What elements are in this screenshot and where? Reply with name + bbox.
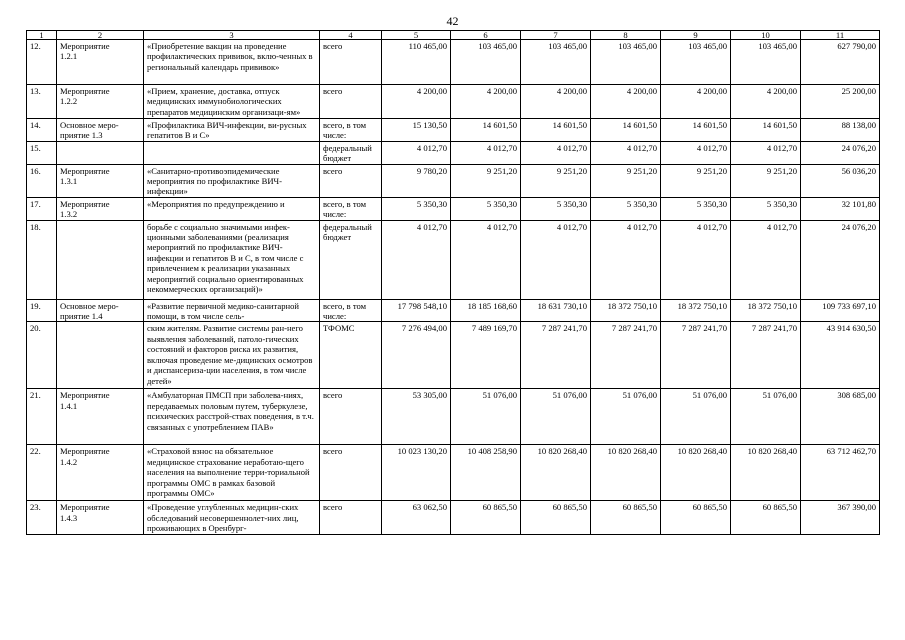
value-col7-cell: 9 251,20 <box>521 164 591 197</box>
value-col8-cell: 103 465,00 <box>591 40 661 85</box>
header-row <box>27 31 880 40</box>
table-row <box>27 322 880 389</box>
header-cell: 11 <box>801 31 880 40</box>
header-cell: 8 <box>591 31 661 40</box>
value-total-cell: 56 036,20 <box>801 164 880 197</box>
value-col6-cell: 51 076,00 <box>451 389 521 445</box>
row-number-cell: 18. <box>27 220 57 299</box>
table-row <box>27 197 880 220</box>
value-col9-cell: 14 601,50 <box>661 119 731 142</box>
header-cell: 5 <box>382 31 451 40</box>
funding-source-cell: всего, в том числе: <box>320 119 382 142</box>
event-name-cell <box>57 141 144 164</box>
header-cell: 6 <box>451 31 521 40</box>
value-col10-cell: 4 200,00 <box>731 85 801 119</box>
value-total-cell: 25 200,00 <box>801 85 880 119</box>
value-col8-cell: 4 012,70 <box>591 220 661 299</box>
row-number-cell: 20. <box>27 322 57 389</box>
value-col8-cell: 14 601,50 <box>591 119 661 142</box>
value-col9-cell: 10 820 268,40 <box>661 445 731 501</box>
event-description-cell: «Профилактика ВИЧ-инфекции, ви-русных гепатитов В и С» <box>144 119 320 142</box>
value-col8-cell: 60 865,50 <box>591 501 661 534</box>
row-number-cell: 14. <box>27 119 57 142</box>
value-col6-cell: 60 865,50 <box>451 501 521 534</box>
header-cell: 3 <box>144 31 320 40</box>
event-description-cell: ским жителям. Развитие системы ран-него выявления заболеваний, патоло-гических состояний и факторов риска их развития, включая проведение ме-дицинских осмотров и диспансериза-ции населения, в том числе детей» <box>144 322 320 389</box>
event-description-cell: «Мероприятия по предупреждению и <box>144 197 320 220</box>
event-name-cell: Мероприятие 1.3.1 <box>57 164 144 197</box>
table-row <box>27 299 880 322</box>
header-cell: 4 <box>320 31 382 40</box>
value-col5-cell: 53 305,00 <box>382 389 451 445</box>
row-number-cell: 19. <box>27 299 57 322</box>
value-col10-cell: 18 372 750,10 <box>731 299 801 322</box>
value-col7-cell: 60 865,50 <box>521 501 591 534</box>
value-col6-cell: 4 012,70 <box>451 220 521 299</box>
value-col7-cell: 4 012,70 <box>521 220 591 299</box>
value-total-cell: 24 076,20 <box>801 141 880 164</box>
value-col9-cell: 18 372 750,10 <box>661 299 731 322</box>
funding-source-cell: всего, в том числе: <box>320 197 382 220</box>
value-col7-cell: 7 287 241,70 <box>521 322 591 389</box>
event-description-cell: борьбе с социально значимыми инфек-ционными заболеваниями (реализация мероприятий по профилактике ВИЧ-инфекции и гепатитов В и С, в том числе с привлечением к реализации указанных мероприятий социально ориентированных некоммерческих организаций)» <box>144 220 320 299</box>
value-col5-cell: 7 276 494,00 <box>382 322 451 389</box>
event-description-cell: «Страховой взнос на обязательное медицинское страхование неработаю-щего населения на выполнение терри-ториальной программы ОМС в рамках базовой программы ОМС» <box>144 445 320 501</box>
header-cell: 2 <box>57 31 144 40</box>
value-col10-cell: 7 287 241,70 <box>731 322 801 389</box>
table-row <box>27 164 880 197</box>
value-col10-cell: 9 251,20 <box>731 164 801 197</box>
value-col5-cell: 63 062,50 <box>382 501 451 534</box>
value-col10-cell: 103 465,00 <box>731 40 801 85</box>
value-col5-cell: 110 465,00 <box>382 40 451 85</box>
table-row <box>27 501 880 534</box>
event-description-cell: «Санитарно-противоэпидемические мероприятия по профилактике ВИЧ-инфекции» <box>144 164 320 197</box>
value-total-cell: 43 914 630,50 <box>801 322 880 389</box>
value-col9-cell: 9 251,20 <box>661 164 731 197</box>
value-col7-cell: 10 820 268,40 <box>521 445 591 501</box>
row-number-cell: 12. <box>27 40 57 85</box>
funding-source-cell: федеральный бюджет <box>320 220 382 299</box>
value-col5-cell: 4 012,70 <box>382 141 451 164</box>
event-description-cell: «Прием, хранение, доставка, отпуск медицинских иммунобиологических препаратов медицинским организаци-ям» <box>144 85 320 119</box>
value-total-cell: 24 076,20 <box>801 220 880 299</box>
value-col10-cell: 5 350,30 <box>731 197 801 220</box>
value-col9-cell: 7 287 241,70 <box>661 322 731 389</box>
value-col8-cell: 5 350,30 <box>591 197 661 220</box>
value-col7-cell: 51 076,00 <box>521 389 591 445</box>
header-cell: 9 <box>661 31 731 40</box>
header-cell: 7 <box>521 31 591 40</box>
event-name-cell: Мероприятие 1.3.2 <box>57 197 144 220</box>
value-col10-cell: 51 076,00 <box>731 389 801 445</box>
funding-source-cell: всего <box>320 445 382 501</box>
value-col6-cell: 7 489 169,70 <box>451 322 521 389</box>
event-name-cell: Основное меро- приятие 1.4 <box>57 299 144 322</box>
funding-source-cell: федеральный бюджет <box>320 141 382 164</box>
value-col6-cell: 4 200,00 <box>451 85 521 119</box>
funding-source-cell: всего <box>320 40 382 85</box>
event-name-cell <box>57 220 144 299</box>
table-row <box>27 119 880 142</box>
table-row <box>27 85 880 119</box>
funding-source-cell: всего <box>320 85 382 119</box>
event-name-cell: Мероприятие 1.4.1 <box>57 389 144 445</box>
value-total-cell: 367 390,00 <box>801 501 880 534</box>
value-col5-cell: 5 350,30 <box>382 197 451 220</box>
value-col5-cell: 4 200,00 <box>382 85 451 119</box>
value-col8-cell: 4 012,70 <box>591 141 661 164</box>
value-total-cell: 88 138,00 <box>801 119 880 142</box>
value-col8-cell: 9 251,20 <box>591 164 661 197</box>
value-col9-cell: 60 865,50 <box>661 501 731 534</box>
funding-source-cell: ТФОМС <box>320 322 382 389</box>
funding-source-cell: всего <box>320 501 382 534</box>
value-col6-cell: 103 465,00 <box>451 40 521 85</box>
value-col9-cell: 4 012,70 <box>661 141 731 164</box>
table-row <box>27 220 880 299</box>
event-name-cell: Мероприятие 1.4.2 <box>57 445 144 501</box>
row-number-cell: 13. <box>27 85 57 119</box>
header-cell: 10 <box>731 31 801 40</box>
page-number: 42 <box>446 14 459 28</box>
event-name-cell: Мероприятие 1.2.2 <box>57 85 144 119</box>
value-col7-cell: 14 601,50 <box>521 119 591 142</box>
row-number-cell: 16. <box>27 164 57 197</box>
value-col10-cell: 4 012,70 <box>731 141 801 164</box>
value-col7-cell: 4 012,70 <box>521 141 591 164</box>
event-description-cell: «Амбулаторная ПМСП при заболева-ниях, передаваемых половым путем, туберкулезе, психических расстрой-ствах поведения, в т.ч. связанных с употреблением ПАВ» <box>144 389 320 445</box>
value-col8-cell: 51 076,00 <box>591 389 661 445</box>
funding-source-cell: всего <box>320 164 382 197</box>
event-name-cell: Мероприятие 1.4.3 <box>57 501 144 534</box>
value-col9-cell: 4 200,00 <box>661 85 731 119</box>
value-col7-cell: 5 350,30 <box>521 197 591 220</box>
value-col7-cell: 103 465,00 <box>521 40 591 85</box>
value-col9-cell: 4 012,70 <box>661 220 731 299</box>
value-col5-cell: 15 130,50 <box>382 119 451 142</box>
row-number-cell: 21. <box>27 389 57 445</box>
table-row <box>27 389 880 445</box>
value-col9-cell: 51 076,00 <box>661 389 731 445</box>
value-col8-cell: 10 820 268,40 <box>591 445 661 501</box>
value-col6-cell: 5 350,30 <box>451 197 521 220</box>
value-total-cell: 63 712 462,70 <box>801 445 880 501</box>
value-col5-cell: 4 012,70 <box>382 220 451 299</box>
event-name-cell: Основное меро- приятие 1.3 <box>57 119 144 142</box>
value-col7-cell: 18 631 730,10 <box>521 299 591 322</box>
event-description-cell: «Приобретение вакцин на проведение профилактических прививок, вклю-ченных в региональный календарь прививок» <box>144 40 320 85</box>
funding-source-cell: всего <box>320 389 382 445</box>
event-name-cell <box>57 322 144 389</box>
table-row <box>27 40 880 85</box>
value-col10-cell: 14 601,50 <box>731 119 801 142</box>
value-col5-cell: 10 023 130,20 <box>382 445 451 501</box>
value-col7-cell: 4 200,00 <box>521 85 591 119</box>
value-col9-cell: 103 465,00 <box>661 40 731 85</box>
value-col8-cell: 4 200,00 <box>591 85 661 119</box>
value-col5-cell: 17 798 548,10 <box>382 299 451 322</box>
header-cell: 1 <box>27 31 57 40</box>
value-total-cell: 627 790,00 <box>801 40 880 85</box>
value-col10-cell: 4 012,70 <box>731 220 801 299</box>
value-col6-cell: 4 012,70 <box>451 141 521 164</box>
value-total-cell: 32 101,80 <box>801 197 880 220</box>
value-col8-cell: 7 287 241,70 <box>591 322 661 389</box>
funding-source-cell: всего, в том числе: <box>320 299 382 322</box>
value-col5-cell: 9 780,20 <box>382 164 451 197</box>
value-col6-cell: 9 251,20 <box>451 164 521 197</box>
value-col6-cell: 14 601,50 <box>451 119 521 142</box>
row-number-cell: 15. <box>27 141 57 164</box>
value-total-cell: 109 733 697,10 <box>801 299 880 322</box>
value-col8-cell: 18 372 750,10 <box>591 299 661 322</box>
value-col6-cell: 18 185 168,60 <box>451 299 521 322</box>
event-description-cell: «Проведение углубленных медицин-ских обследований несовершеннолет-них лиц, проживающих в Оренбург- <box>144 501 320 534</box>
event-description-cell: «Развитие первичной медико-санитарной помощи, в том числе сель- <box>144 299 320 322</box>
row-number-cell: 17. <box>27 197 57 220</box>
value-col10-cell: 60 865,50 <box>731 501 801 534</box>
budget-table <box>26 30 880 535</box>
table-row <box>27 141 880 164</box>
value-col6-cell: 10 408 258,90 <box>451 445 521 501</box>
row-number-cell: 23. <box>27 501 57 534</box>
table-row <box>27 445 880 501</box>
event-name-cell: Мероприятие 1.2.1 <box>57 40 144 85</box>
row-number-cell: 22. <box>27 445 57 501</box>
value-total-cell: 308 685,00 <box>801 389 880 445</box>
event-description-cell <box>144 141 320 164</box>
value-col10-cell: 10 820 268,40 <box>731 445 801 501</box>
value-col9-cell: 5 350,30 <box>661 197 731 220</box>
